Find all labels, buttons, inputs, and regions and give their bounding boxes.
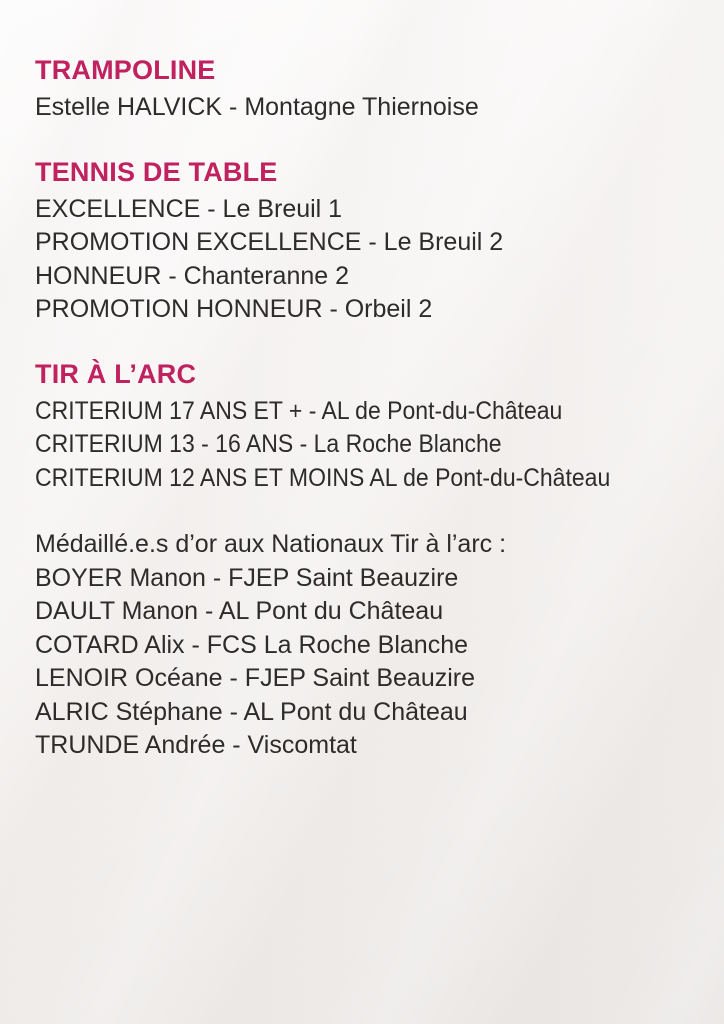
medalist-line: DAULT Manon - AL Pont du Château xyxy=(35,597,444,625)
gold-medalists-block xyxy=(35,528,694,763)
result-line: EXCELLENCE - Le Breuil 1 xyxy=(35,194,343,223)
section-tennis-de-table xyxy=(35,155,694,327)
result-line: CRITERIUM 17 ANS ET + - AL de Pont-du-Château xyxy=(35,396,563,425)
result-line: HONNEUR - Chanteranne 2 xyxy=(35,261,350,290)
result-line: PROMOTION EXCELLENCE - Le Breuil 2 xyxy=(35,228,504,256)
section-trampoline xyxy=(35,53,694,125)
section-tir-a-l-arc xyxy=(35,357,694,763)
result-line: CRITERIUM 12 ANS ET MOINS AL de Pont-du-Château xyxy=(35,463,611,492)
section-heading-tennis-de-table: TENNIS DE TABLE xyxy=(35,156,278,187)
medalist-line: TRUNDE Andrée - Viscomtat xyxy=(35,731,357,759)
result-line: CRITERIUM 13 - 16 ANS - La Roche Blanche xyxy=(35,430,502,458)
medalist-line: LENOIR Océane - FJEP Saint Beauzire xyxy=(35,664,476,692)
section-heading-trampoline: TRAMPOLINE xyxy=(35,55,216,85)
result-line: Estelle HALVICK - Montagne Thiernoise xyxy=(35,93,479,121)
medalist-line: ALRIC Stéphane - AL Pont du Château xyxy=(35,697,468,726)
medalist-line: COTARD Alix - FCS La Roche Blanche xyxy=(35,630,469,659)
result-line: PROMOTION HONNEUR - Orbeil 2 xyxy=(35,295,433,323)
section-heading-tir-a-l-arc: TIR À L’ARC xyxy=(35,358,197,389)
medalists-intro: Médaillé.e.s d’or aux Nationaux Tir à l’arc : xyxy=(35,530,507,558)
medalist-line: BOYER Manon - FJEP Saint Beauzire xyxy=(35,563,459,592)
